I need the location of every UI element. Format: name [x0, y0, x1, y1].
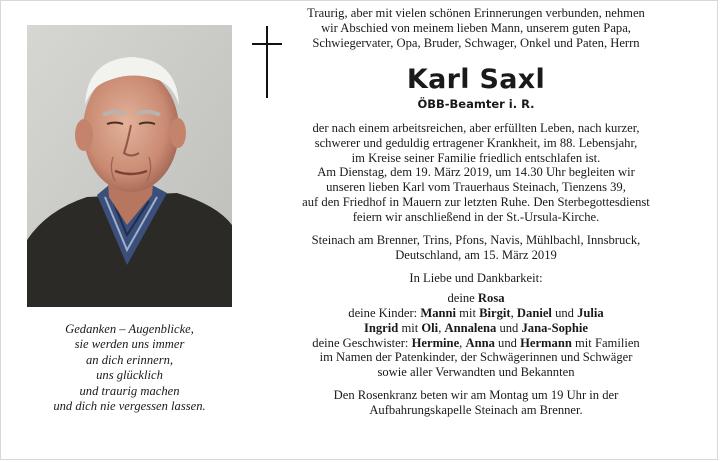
rosary-line: Aufbahrungskapelle Steinach am Brenner.	[369, 403, 583, 418]
grandchild-name: Annalena	[444, 320, 497, 335]
deceased-name: Karl Saxl	[406, 63, 546, 95]
portrait-photo	[27, 25, 232, 307]
deceased-title: ÖBB-Beamter i. R.	[417, 96, 535, 111]
body-line: unseren lieben Karl vom Trauerhaus Steinach, Tienzens 39,	[326, 180, 626, 195]
cross-icon	[252, 26, 282, 98]
intro-line: Schwiegervater, Opa, Bruder, Schwager, Onkel und Paten, Herrn	[312, 35, 640, 50]
family-siblings-line	[287, 336, 665, 351]
text: mit	[459, 305, 476, 320]
intro-line: Traurig, aber mit vielen schönen Erinnerungen verbunden, nehmen	[307, 6, 645, 20]
grandchild-name: Oli	[421, 320, 439, 335]
child-name: Manni	[420, 305, 457, 320]
poem-line: und traurig machen	[79, 383, 180, 398]
poem-line: an dich erinnern,	[85, 352, 174, 367]
sibling-name: Hermine	[411, 335, 460, 350]
text: deine Geschwister:	[312, 335, 409, 350]
text: ,	[438, 320, 442, 335]
grandchild-name: Jana-Sophie	[521, 320, 588, 335]
body-line: feiern wir anschließend in der St.-Ursula-Kirche.	[352, 210, 600, 225]
intro-line: wir Abschied von meinem lieben Mann, unserem guten Papa,	[321, 20, 631, 35]
body-line: schwerer und geduldig ertragener Krankheit, im 88. Lebensjahr,	[314, 135, 638, 150]
notice-text	[287, 6, 665, 418]
body-line: der nach einem arbeitsreichen, aber erfüllten Leben, nach kurzer,	[312, 120, 640, 135]
sibling-name: Anna	[465, 335, 495, 350]
child-name: Julia	[577, 305, 604, 320]
spouse-name: Birgit	[479, 305, 511, 320]
family-wife-line	[287, 291, 665, 306]
child-name: Ingrid	[363, 320, 399, 335]
wife-name: Rosa	[477, 290, 505, 305]
place-date-line: Deutschland, am 15. März 2019	[395, 247, 557, 262]
family-line: im Namen der Patenkinder, der Schwägerinnen und Schwäger	[319, 350, 633, 365]
memorial-poem	[27, 322, 232, 414]
child-name: Daniel	[516, 305, 552, 320]
body-line: im Kreise seiner Familie friedlich entschlafen ist.	[351, 150, 601, 165]
text: mit Familien	[575, 335, 640, 350]
text: und	[498, 335, 517, 350]
family-grandchildren-line	[287, 321, 665, 336]
family-intro: In Liebe und Dankbarkeit:	[409, 270, 543, 285]
body-line: auf den Friedhof in Mauern zur letzten Ruhe. Den Sterbegottesdienst	[302, 195, 650, 210]
text: und	[555, 305, 574, 320]
text: deine Kinder:	[348, 305, 418, 320]
family-children-line	[287, 306, 665, 321]
rosary-line: Den Rosenkranz beten wir am Montag um 19 Uhr in der	[333, 388, 619, 403]
poem-line: Gedanken – Augenblicke,	[65, 322, 194, 336]
poem-line: uns glücklich	[96, 368, 163, 383]
text: und	[499, 320, 519, 335]
body-line: Am Dienstag, dem 19. März 2019, um 14.30 Uhr begleiten wir	[317, 165, 635, 180]
text: deine	[447, 290, 475, 305]
text: mit	[401, 320, 419, 335]
poem-line: sie werden uns immer	[74, 337, 185, 352]
poem-line: und dich nie vergessen lassen.	[53, 399, 206, 414]
sibling-name: Hermann	[520, 335, 572, 350]
text: ,	[510, 305, 514, 320]
place-date-line: Steinach am Brenner, Trins, Pfons, Navis, Mühlbachl, Innsbruck,	[311, 233, 641, 248]
family-line: sowie aller Verwandten und Bekannten	[377, 365, 575, 380]
text: ,	[459, 335, 463, 350]
